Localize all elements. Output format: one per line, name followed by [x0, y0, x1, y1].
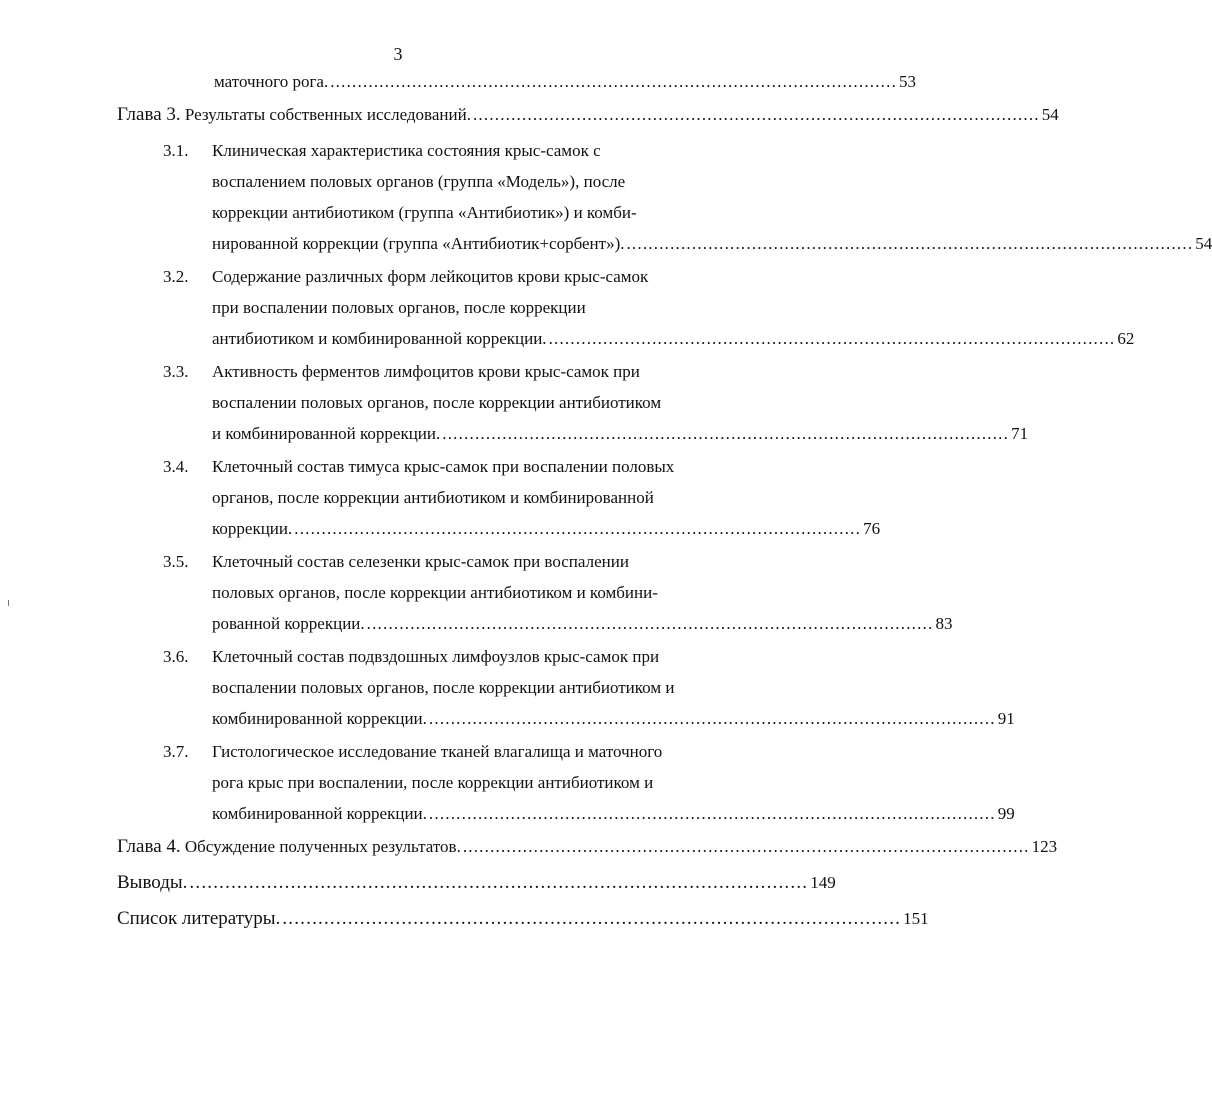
section-line: рога крыс при воспалении, после коррекции антибиотиком и: [212, 773, 654, 792]
toc-entry-3-4: [212, 518, 881, 540]
entry-title: Выводы.: [117, 872, 188, 893]
dot-leader: ........................................................................................................: [442, 424, 1010, 443]
chapter-title: Результаты собственных исследований.: [184, 105, 471, 124]
entry-page: 151: [903, 909, 929, 928]
section-line: Клеточный состав тимуса крыс-самок при воспалении половых: [212, 457, 675, 476]
section-line: коррекции антибиотиком (группа «Антибиотик») и комби-: [212, 203, 637, 222]
section-number: 3.2.: [163, 267, 189, 286]
section-line: Клиническая характеристика состояния крыс-самок с: [212, 141, 601, 160]
chapter-title: Обсуждение полученных результатов.: [184, 837, 461, 856]
dot-leader: ........................................................................................................: [330, 72, 898, 91]
entry-page: 54: [1041, 105, 1059, 124]
entry-title: нированной коррекции (группа «Антибиотик+сорбент»).: [212, 234, 625, 253]
toc-entry-chapter3: [117, 104, 1059, 126]
toc-entry-references: [117, 908, 929, 930]
section-line: половых органов, после коррекции антибиотиком и комбини-: [212, 583, 658, 602]
section-line: органов, после коррекции антибиотиком и комбинированной: [212, 488, 654, 507]
scan-mark: [8, 600, 9, 606]
chapter-label: Глава 3.: [117, 104, 181, 125]
section-line: Клеточный состав подвздошных лимфоузлов крыс-самок при: [212, 647, 660, 666]
toc-entry-3-6: [212, 708, 1015, 730]
dot-leader: ........................................................................................................: [428, 804, 996, 823]
toc-entry-3-3: [212, 423, 1029, 445]
dot-leader: ........................................................................................................: [462, 837, 1030, 856]
dot-leader: ........................................................................................................: [366, 614, 934, 633]
toc-entry-3-1: [212, 233, 1212, 255]
toc-entry-3-2: [212, 328, 1135, 350]
entry-page: 62: [1117, 329, 1135, 348]
entry-page: 91: [997, 709, 1015, 728]
section-line: Содержание различных форм лейкоцитов крови крыс-самок: [212, 267, 649, 286]
entry-title: антибиотиком и комбинированной коррекции.: [212, 329, 547, 348]
section-line: воспалении половых органов, после коррекции антибиотиком и: [212, 678, 675, 697]
section-number: 3.5.: [163, 552, 189, 571]
entry-page: 123: [1031, 837, 1058, 856]
toc-entry-3-5: [212, 613, 953, 635]
entry-title: рованной коррекции.: [212, 614, 365, 633]
entry-title: Список литературы.: [117, 908, 281, 929]
entry-page: 83: [935, 614, 953, 633]
dot-leader: ........................................................................................................: [282, 908, 902, 929]
section-number: 3.1.: [163, 141, 189, 160]
dot-leader: ........................................................................................................: [189, 872, 809, 893]
dot-leader: ........................................................................................................: [294, 519, 862, 538]
entry-page: 76: [863, 519, 881, 538]
toc-entry-chapter4: [117, 836, 1058, 858]
dot-leader: ........................................................................................................: [548, 329, 1116, 348]
entry-page: 71: [1011, 424, 1029, 443]
dot-leader: ........................................................................................................: [472, 105, 1040, 124]
toc-entry-continuation: [214, 71, 917, 93]
toc-entry-conclusions: [117, 872, 836, 894]
section-line: при воспалении половых органов, после коррекции: [212, 298, 586, 317]
chapter-label: Глава 4.: [117, 836, 181, 857]
entry-page: 149: [810, 873, 836, 892]
entry-title: коррекции.: [212, 519, 293, 538]
toc-entry-3-7: [212, 803, 1015, 825]
section-line: Гистологическое исследование тканей влагалища и маточного: [212, 742, 663, 761]
section-number: 3.6.: [163, 647, 189, 666]
dot-leader: ........................................................................................................: [428, 709, 996, 728]
entry-title: комбинированной коррекции.: [212, 804, 427, 823]
section-number: 3.7.: [163, 742, 189, 761]
page-number: 3: [393, 44, 403, 64]
section-line: воспалении половых органов, после коррекции антибиотиком: [212, 393, 662, 412]
entry-page: 54: [1195, 234, 1212, 253]
entry-title: и комбинированной коррекции.: [212, 424, 441, 443]
dot-leader: ........................................................................................................: [626, 234, 1194, 253]
section-line: Активность ферментов лимфоцитов крови крыс-самок при: [212, 362, 640, 381]
section-line: воспалением половых органов (группа «Модель»), после: [212, 172, 626, 191]
entry-page: 53: [899, 72, 917, 91]
entry-title: комбинированной коррекции.: [212, 709, 427, 728]
entry-title: маточного рога.: [214, 72, 329, 91]
section-number: 3.4.: [163, 457, 189, 476]
section-line: Клеточный состав селезенки крыс-самок при воспалении: [212, 552, 629, 571]
entry-page: 99: [997, 804, 1015, 823]
section-number: 3.3.: [163, 362, 189, 381]
